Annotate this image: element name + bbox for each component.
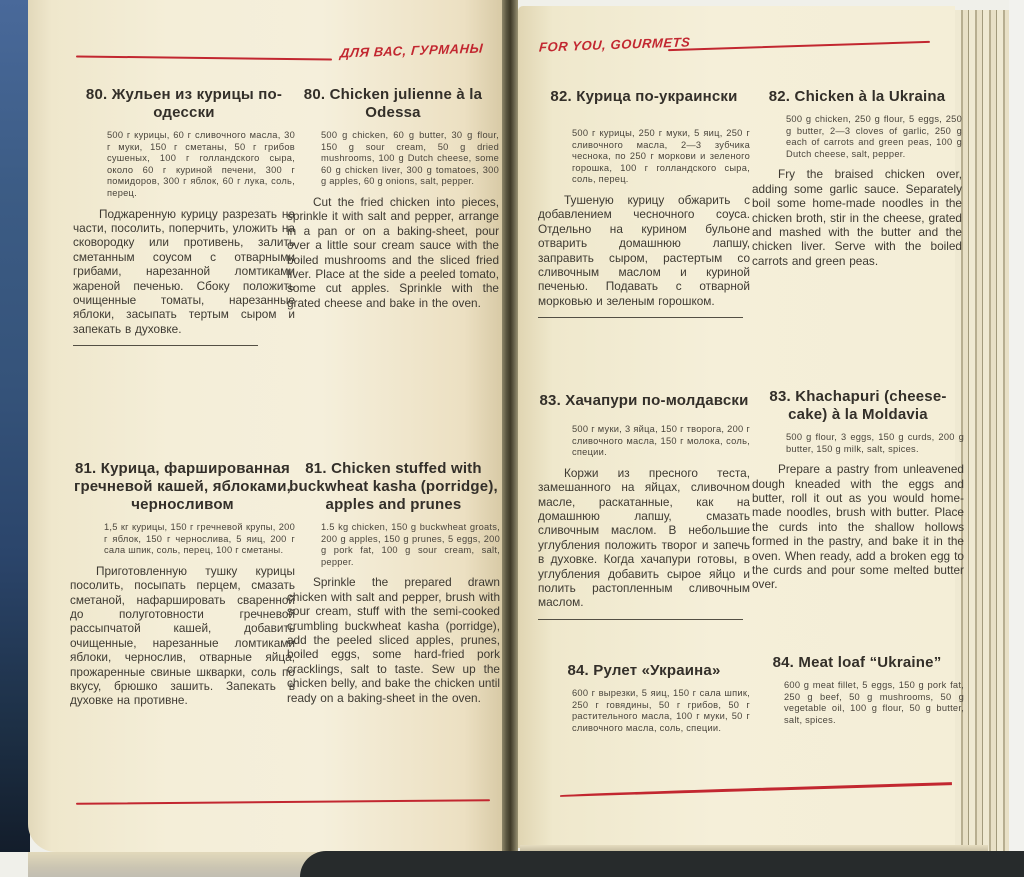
recipe-82-english xyxy=(752,88,962,268)
recipe-body: Fry the braised chicken over, adding some garlic sauce. Separately boil some home-made noodles in the chicken broth, stir in the cheese, grated and mashed with the butter and the chicken liver. Serve with the boiled carrots and green peas. xyxy=(752,167,962,268)
recipe-ingredients: 600 г вырезки, 5 яиц, 150 г сала шпик, 250 г говядины, 50 г грибов, 50 г растительного масла, 100 г муки, 50 г сливочного масла, соль, специи. xyxy=(572,688,750,733)
recipe-82-russian xyxy=(538,88,750,318)
recipe-title: 84. Рулет «Украина» xyxy=(567,662,721,679)
recipe-83-russian xyxy=(538,392,750,620)
recipe-ingredients: 500 g chicken, 250 g flour, 5 eggs, 250 g butter, 2—3 cloves of garlic, 250 g each of carrots and green peas, 100 g Dutch cheese, salt, pepper. xyxy=(786,114,962,159)
recipe-divider xyxy=(538,619,743,620)
recipe-divider xyxy=(73,345,258,346)
recipe-body: Тушеную курицу обжарить с добавлением чесночного соуса. Отдельно на курином бульоне отварить домашнюю лапшу, заправить сыром, растертым со сливочным маслом и куриной печенью. Подавать с отварной морковью и зеленым горошком. xyxy=(538,193,750,308)
recipe-ingredients: 1,5 кг курицы, 150 г гречневой крупы, 200 г яблок, 150 г чернослива, 5 яиц, 200 г сала шпик, соль, перец, 100 г сметаны. xyxy=(104,522,295,556)
book-cover-bottom-edge xyxy=(300,851,1024,877)
recipe-title: 80. Жульен из курицы по-одесски xyxy=(85,86,283,121)
recipe-84-english xyxy=(750,654,964,733)
recipe-83-english xyxy=(752,388,964,592)
recipe-81-russian xyxy=(70,460,295,708)
recipe-body: Cut the fried chicken into pieces, sprinkle it with salt and pepper, arrange in a pan or on a baking-sheet, pour over a little sour cream sauce with the boiled mushrooms and the sliced fried liver. Place at the side a peeled tomato, some cut apples. Sprinkle with the grated cheese and bake in the oven. xyxy=(287,195,499,310)
recipe-title: 80. Chicken julienne à la Odessa xyxy=(303,86,483,121)
book-gutter xyxy=(502,0,518,856)
recipe-body: Sprinkle the prepared drawn chicken with salt and pepper, brush with sour cream, stuff with the semi-cooked crumbling buckwheat kasha (porridge), add the peeled sliced apples, prunes, boiled eggs, some hard-fried pork cracklings, salt to taste. Sew up the chicken belly, and bake the chicken until ready on a baking-sheet in the oven. xyxy=(287,575,500,705)
recipe-body: Поджаренную курицу разрезать на части, посолить, поперчить, уложить на сковородку или противень, залить сметанным соусом с отварными грибами, нарезанной ломтиками жареной печенью. Сбоку положить очищенные томаты, нарезанные яблоки, засыпать тертым сыром и запекать в духовке. xyxy=(73,206,295,336)
recipe-title: 84. Meat loaf “Ukraine” xyxy=(772,654,942,671)
recipe-body: Prepare a pastry from unleavened dough kneaded with the eggs and butter, roll it out as you would home-made noodles, brush with butter. Place the curds into the shallow hollows formed in the pastry, and bake it in the oven. When ready, add a broken egg to the curds and pour some melted butter over. xyxy=(752,462,964,592)
recipe-84-russian xyxy=(538,662,750,741)
recipe-ingredients: 500 g flour, 3 eggs, 150 g curds, 200 g butter, 150 g milk, salt, spices. xyxy=(786,432,964,454)
background-right xyxy=(1009,0,1024,877)
recipe-80-russian xyxy=(73,86,295,346)
book-cover-left-edge xyxy=(0,0,30,852)
recipe-81-english xyxy=(287,460,500,705)
recipe-ingredients: 500 г курицы, 60 г сливочного масла, 30 г муки, 150 г сметаны, 50 г грибов сушеных, 100 г голландского сыра, около 60 г куриной печени, 300 г помидоров, 300 г яблок, 60 г лука, соль, перец. xyxy=(107,130,295,199)
recipe-title: 83. Хачапури по-молдавски xyxy=(539,392,749,409)
recipe-body: Приготовленную тушку курицы посолить, посыпать перцем, смазать сметаной, нафаршировать сваренной до полуготовности гречневой рассыпчатой кашей, добавить очищенные, нарезанные ломтиками яблоки, чернослив, отварные яйца, прожаренные свиные шкварки, соль по вкусу, брюшко зашить. Запекать в духовке на противне. xyxy=(70,563,295,708)
recipe-ingredients: 600 g meat fillet, 5 eggs, 150 g pork fat, 250 g beef, 50 g mushrooms, 50 g vegetable oil, 100 g flour, 50 g butter, salt, spices. xyxy=(784,680,964,725)
recipe-80-english xyxy=(287,86,499,310)
recipe-title: 82. Chicken à la Ukraina xyxy=(768,88,946,105)
running-head-right: FOR YOU, GOURMETS xyxy=(538,34,692,55)
recipe-title: 83. Khachapuri (cheese-cake) à la Moldavia xyxy=(769,388,947,423)
recipe-title: 82. Курица по-украински xyxy=(550,88,738,105)
recipe-body: Коржи из пресного теста, замешанного на яйцах, сливочном масле, раскатанные, как на домашнюю лапшу, смазать сливочным маслом. В небольшие углубления положить творог и запечь в духовке. Когда хачапури готовы, в углубления добавить сырое яйцо и полить растопленным сливочным маслом. xyxy=(538,465,750,610)
running-head-left: ДЛЯ ВАС, ГУРМАНЫ xyxy=(339,40,484,61)
recipe-title: 81. Курица, фаршированная гречневой кашей, яблоками, черносливом xyxy=(74,460,291,513)
recipe-ingredients: 500 g chicken, 60 g butter, 30 g flour, 150 g sour cream, 50 g dried mushrooms, 100 g Dutch cheese, some 60 g chicken liver, 300 g tomatoes, 300 g apples, 60 g onions, salt, pepper. xyxy=(321,130,499,187)
recipe-ingredients: 500 г муки, 3 яйца, 150 г творога, 200 г сливочного масла, 150 г молока, соль, специи. xyxy=(572,424,750,458)
recipe-title: 81. Chicken stuffed with buckwheat kasha (porridge), apples and prunes xyxy=(289,460,498,513)
recipe-divider xyxy=(538,317,743,318)
recipe-ingredients: 500 г курицы, 250 г муки, 5 яиц, 250 г сливочного масла, 2—3 зубчика чеснока, по 250 г моркови и зеленого горошка, 100 г голландского сыра, соль, перец. xyxy=(572,128,750,185)
recipe-ingredients: 1.5 kg chicken, 150 g buckwheat groats, 200 g apples, 150 g prunes, 5 eggs, 200 g pork fat, 100 g sour cream, salt, pepper. xyxy=(321,522,500,567)
